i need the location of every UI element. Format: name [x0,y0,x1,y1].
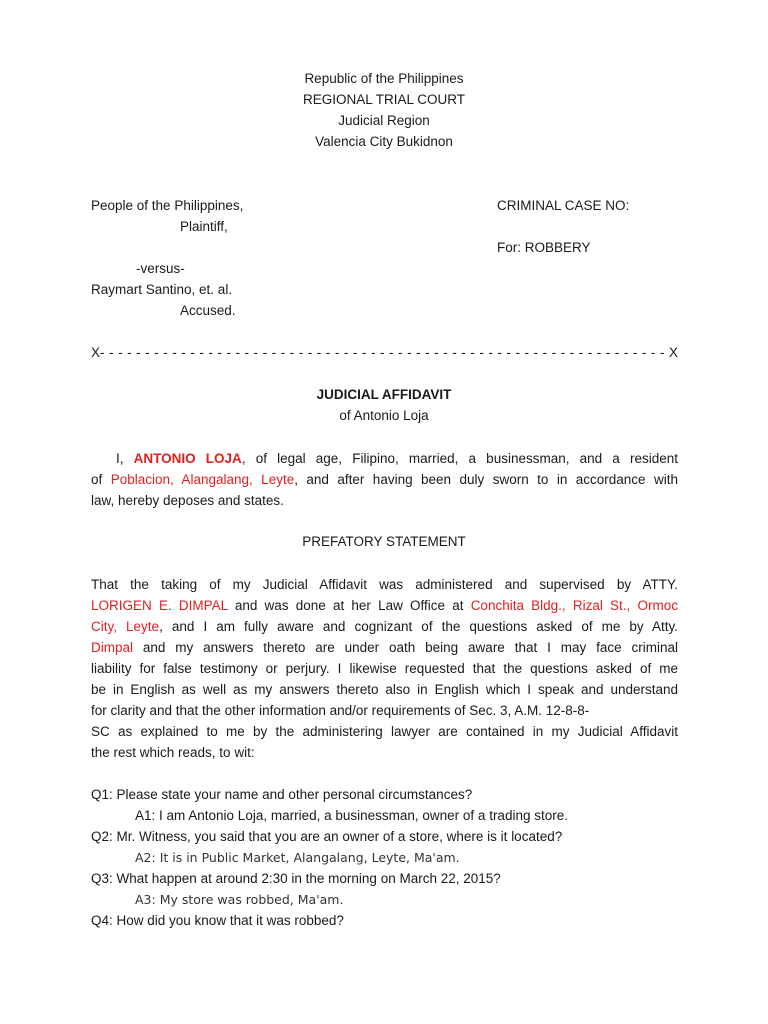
intro-line-3: law, hereby deposes and states. [91,493,284,508]
caption-accused-name: Raymart Santino, et. al. [91,282,233,297]
intro-line-1: I, ANTONIO LOJA, of legal age, Filipino, married, a businessman, and a resident [116,451,678,466]
caption-accused-role: Accused. [180,303,236,318]
caption-separator: X- - - - - - - - - - - - - - - - - - - - - - - - - - - - - - - - - - - - - - - - - - - - - - - - - - - - - - - - - - - - - - - X [91,345,678,360]
case-number-label: CRIMINAL CASE NO: [497,198,630,213]
affiant-residence: Poblacion, Alangalang, Leyte [110,472,295,487]
prefatory-line-3: City, Leyte, and I am fully aware and cognizant of the questions asked of me by Atty. [91,619,678,634]
document-subtitle: of Antonio Loja [339,408,429,423]
prefatory-line-9: the rest which reads, to wit: [91,745,255,760]
answer-1: A1: I am Antonio Loja, married, a businessman, owner of a trading store. [135,808,568,823]
header-court: REGIONAL TRIAL COURT [302,92,466,107]
caption-versus: -versus- [136,261,185,276]
prefatory-paragraph [91,574,678,763]
prefatory-line-7: for clarity and that the other information and/or requirements of Sec. 3, A.M. 12-8-8- [91,703,590,718]
intro-line-2: of Poblacion, Alangalang, Leyte, and after having been duly sworn to in accordance with [91,472,678,487]
header-republic: Republic of the Philippines [304,71,464,86]
answer-3: A3: My store was robbed, Ma'am. [135,892,344,907]
document-title: JUDICIAL AFFIDAVIT [316,387,452,402]
question-3: Q3: What happen at around 2:30 in the morning on March 22, 2015? [91,871,501,886]
caption-plaintiff-name: People of the Philippines, [91,198,244,213]
header-city: Valencia City Bukidnon [315,134,453,149]
intro-paragraph [91,448,678,511]
prefatory-line-2: LORIGEN E. DIMPAL and was done at her Law Office at Conchita Bldg., Rizal St., Ormoc [91,598,678,613]
caption-plaintiff-role: Plaintiff, [180,219,228,234]
law-office-address: Conchita Bldg., Rizal St., Ormoc [470,598,678,613]
prefatory-line-1: That the taking of my Judicial Affidavit was administered and supervised by ATTY. [91,577,678,592]
prefatory-line-4: Dimpal and my answers thereto are under oath being aware that I may face criminal [91,640,678,655]
answer-2: A2: It is in Public Market, Alangalang, Leyte, Ma'am. [135,850,460,865]
section-title-prefatory: PREFATORY STATEMENT [302,534,466,549]
law-office-city: City, Leyte [91,619,160,634]
attorney-name: LORIGEN E. DIMPAL [91,598,228,613]
prefatory-line-6: be in English as well as my answers thereto also in English which I speak and understand [91,682,678,697]
attorney-surname: Dimpal [91,640,134,655]
question-2: Q2: Mr. Witness, you said that you are an owner of a store, where is it located? [91,829,563,844]
prefatory-line-5: liability for false testimony or perjury. I likewise requested that the questions asked of me [91,661,678,676]
question-4: Q4: How did you know that it was robbed? [91,913,344,928]
header-region: Judicial Region [338,113,430,128]
case-for-label: For: ROBBERY [497,240,591,255]
question-1: Q1: Please state your name and other personal circumstances? [91,787,473,802]
affiant-name: ANTONIO LOJA [133,451,242,466]
prefatory-line-8: SC as explained to me by the administering lawyer are contained in my Judicial Affidavit [91,724,678,739]
